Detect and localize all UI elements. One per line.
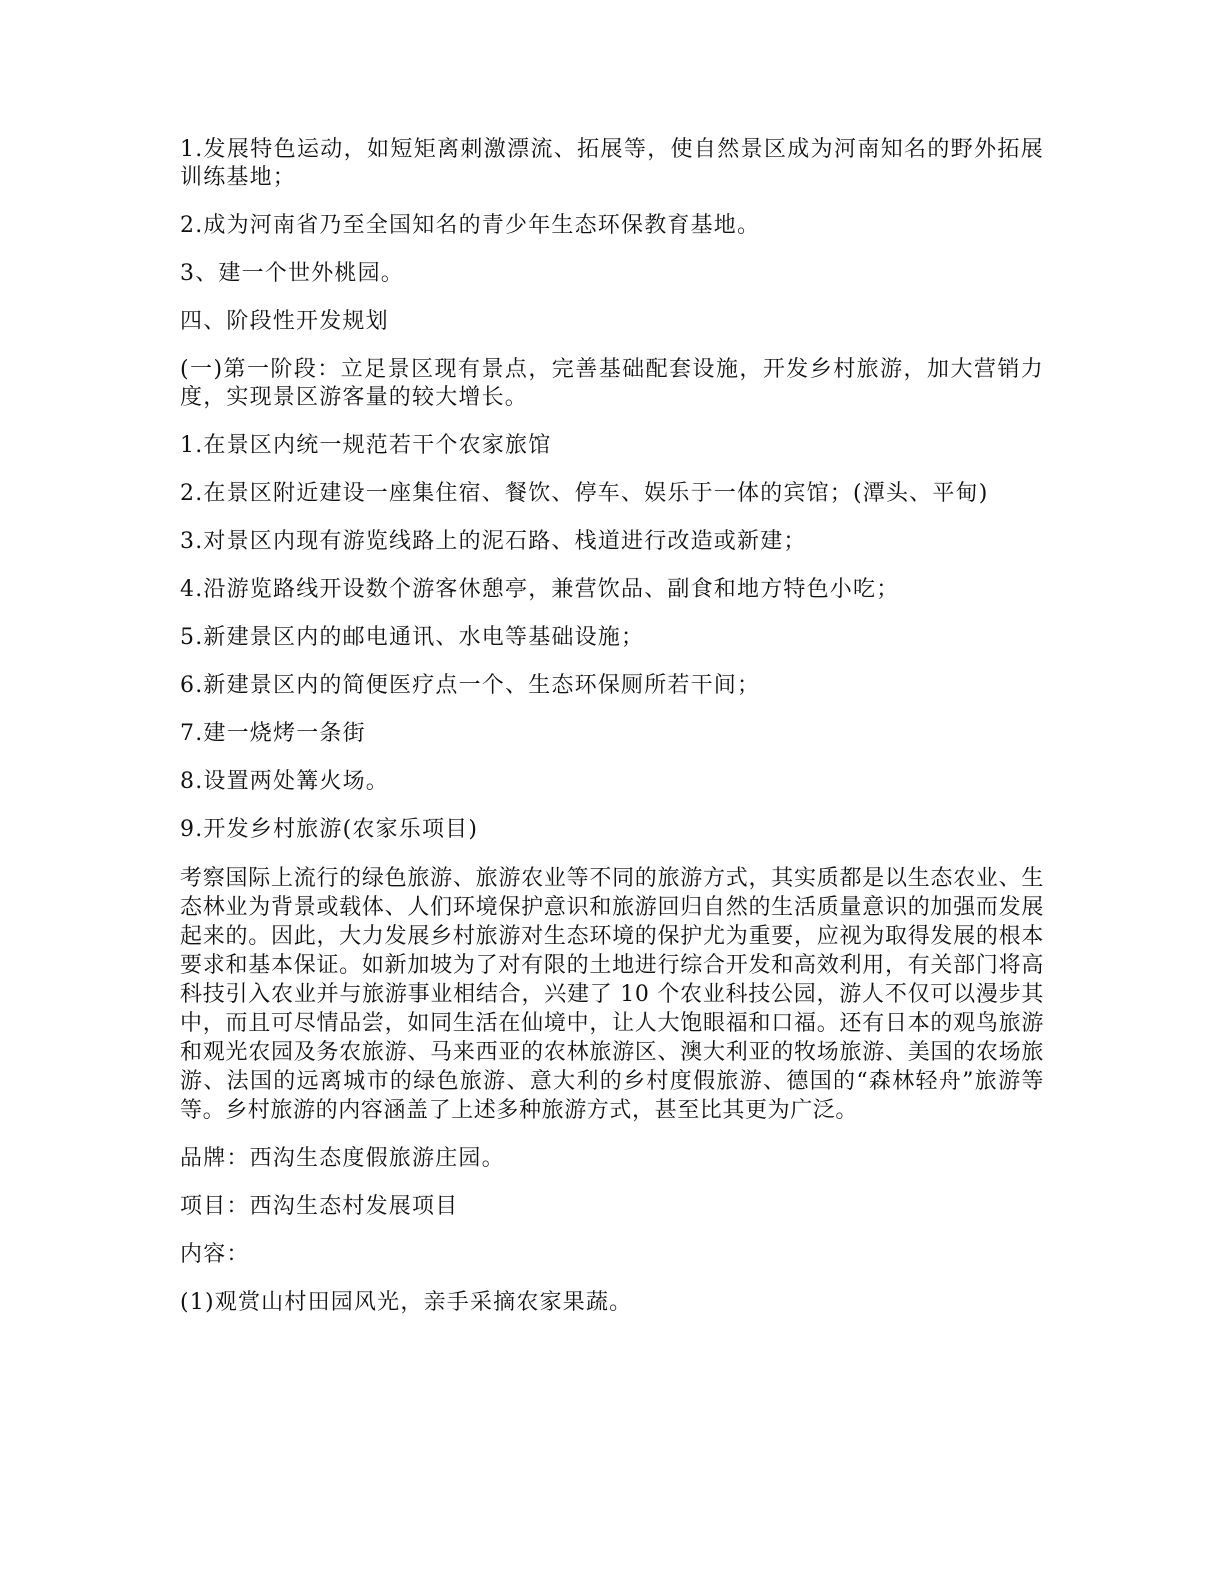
project-line: 项目：西沟生态村发展项目 xyxy=(180,1194,459,1219)
content-item-1: (1)观赏山村田园风光，亲手采摘农家果蔬。 xyxy=(180,1290,633,1315)
list-item: 7.建一烧烤一条街 xyxy=(180,721,366,746)
paragraph-goal-2: 2.成为河南省乃至全国知名的青少年生态环保教育基地。 xyxy=(180,213,761,238)
list-item: 2.在景区附近建设一座集住宿、餐饮、停车、娱乐于一体的宾馆；(潭头、平甸) xyxy=(180,481,989,506)
section-heading: 四、阶段性开发规划 xyxy=(180,309,389,334)
list-item: 9.开发乡村旅游(农家乐项目) xyxy=(180,817,479,842)
list-item: 4.沿游览路线开设数个游客休憩亭，兼营饮品、副食和地方特色小吃； xyxy=(180,577,900,602)
rural-tourism-paragraph: 考察国际上流行的绿色旅游、旅游农业等不同的旅游方式，其实质都是以生态农业、生态林业为背景或载体、人们环境保护意识和旅游回归自然的生活质量意识的加强而发展起来的。因此，大力发展乡村旅游对生态环境的保护尤为重要，应视为取得发展的根本要求和基本保证。如新加坡为了对有限的土地进行综合开发和高效利用，有关部门将高科技引入农业并与旅游事业相结合，兴建了 10 个农业科技公园，游人不仅可以漫步其中，而且可尽情品尝，如同生活在仙境中，让人大饱眼福和口福。还有日本的观鸟旅游和观光农园及务农旅游、马来西亚的农林旅游区、澳大利亚的牧场旅游、美国的农场旅游、法国的远离城市的绿色旅游、意大利的乡村度假旅游、德国的“森林轻舟”旅游等等。乡村旅游的内容涵盖了上述多种旅游方式，甚至比其更为广泛。 xyxy=(180,866,1044,1123)
paragraph-goal-1: 1.发展特色运动，如短矩离刺激漂流、拓展等，使自然景区成为河南知名的野外拓展训练基地； xyxy=(180,137,1044,190)
list-item: 1.在景区内统一规范若干个农家旅馆 xyxy=(180,433,552,458)
content-label: 内容： xyxy=(180,1242,250,1267)
list-item: 3.对景区内现有游览线路上的泥石路、栈道进行改造或新建； xyxy=(180,529,807,554)
list-item: 5.新建景区内的邮电通讯、水电等基础设施； xyxy=(180,625,645,650)
list-item: 8.设置两处篝火场。 xyxy=(180,769,389,794)
document-body xyxy=(180,136,1044,1337)
brand-line: 品牌：西沟生态度假旅游庄园。 xyxy=(180,1146,505,1171)
list-item: 6.新建景区内的简便医疗点一个、生态环保厕所若干间； xyxy=(180,673,761,698)
paragraph-goal-3: 3、建一个世外桃园。 xyxy=(180,261,404,286)
stage-one-intro: (一)第一阶段：立足景区现有景点，完善基础配套设施，开发乡村旅游，加大营销力度，实现景区游客量的较大增长。 xyxy=(180,357,1044,410)
